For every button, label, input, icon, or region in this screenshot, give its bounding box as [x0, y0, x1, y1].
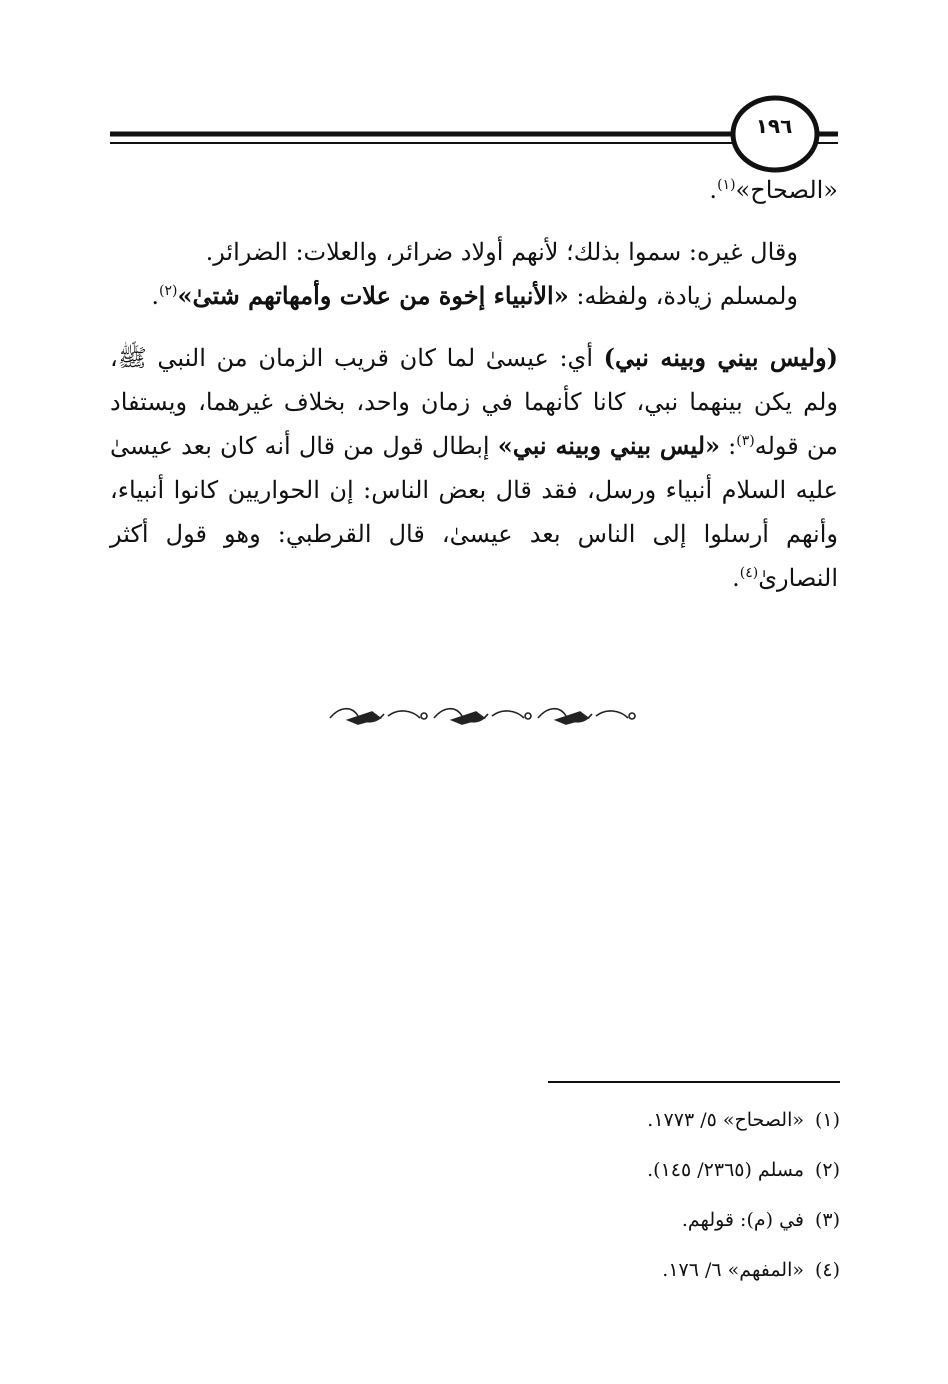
footnote-number: (٤) — [814, 1259, 840, 1281]
main-text — [110, 168, 838, 600]
paragraph-3: (وليس بيني وبينه نبي) أي: عيسىٰ لما كان قريب الزمان من النبي ﷺ، ولم يكن بينهما نبي، كانا كأنهما في زمان واحد، بخلاف غيرهما، ويستفاد من قوله$^{(٣)}$: «ليس بيني وبينه نبي» إبطال قول من قال أنه كان بعد عيسىٰ عليه السلام أنبياء ورسل، فقد قال بعض الناس: إن الحواريين كانوا أنبياء، وأنهم أرسلوا إلى الناس بعد عيسىٰ، قال القرطبي: وهو قول أكثر النصارىٰ$^{(٤)}$. — [110, 343, 838, 592]
footnote-number: (٣) — [814, 1209, 840, 1231]
footnote-item — [300, 1245, 840, 1295]
footnote-ref-2: (٢) — [158, 283, 178, 299]
paragraph-2-prefix: ولمسلم زيادة، ولفظه: — [568, 282, 798, 310]
hadith-lead: (وليس بيني وبينه نبي) — [603, 343, 838, 372]
footnote-number: (١) — [814, 1109, 840, 1131]
hadith-quote-2: «ليس بيني وبينه نبي» — [497, 431, 721, 460]
footnote-item — [300, 1195, 840, 1245]
hadith-quote-1: «الأنبياء إخوة من علات وأمهاتهم شتىٰ» — [177, 281, 569, 310]
text-line-sihah: «الصحاح»$^{(١)}$. — [709, 176, 838, 204]
paragraph-2: ولمسلم زيادة، ولفظه: «الأنبياء إخوة من علات وأمهاتهم شتىٰ»$^{(٢)}$. — [151, 281, 798, 310]
footnote-item — [300, 1145, 840, 1195]
paragraph-1: وقال غيره: سموا بذلك؛ لأنهم أولاد ضرائر، والعلات: الضرائر. — [205, 238, 798, 266]
footnote-ref-1: (١) — [717, 177, 736, 193]
footnote-item — [300, 1095, 840, 1145]
paragraph-3-text-1: أي: عيسىٰ لما كان قريب الزمان من النبي ﷺ، ولم يكن بينهما نبي، كانا كأنهما في زمان واحد، بخلاف غيرهما، ويستفاد من قوله — [110, 344, 838, 460]
quote-sihah: «الصحاح» — [735, 176, 838, 204]
footnotes — [300, 1095, 840, 1295]
footnote-text: مسلم (٢٣٦٥/ ١٤٥). — [647, 1159, 804, 1181]
footnote-separator — [548, 1081, 840, 1083]
footnote-ref-4: (٤) — [739, 565, 759, 581]
page-number: ١٩٦ — [755, 114, 793, 138]
paragraph-3-text-3: إبطال قول من قال أنه كان بعد عيسىٰ عليه السلام أنبياء ورسل، فقد قال بعض الناس: إن الحواريين كانوا أنبياء، وأنهم أرسلوا إلى الناس بعد عيسىٰ، قال القرطبي: وهو قول أكثر النصارىٰ — [110, 432, 838, 592]
footnote-text: «الصحاح» ٥/ ١٧٧٣. — [647, 1109, 804, 1131]
footnote-number: (٢) — [814, 1159, 840, 1181]
footnote-text: في (م): قولهم. — [681, 1209, 804, 1231]
section-divider-ornament — [320, 700, 640, 732]
footnote-ref-3: (٣) — [736, 433, 755, 449]
paragraph-3-text-2: : — [720, 432, 737, 460]
footnote-text: «المفهم» ٦/ ١٧٦. — [662, 1259, 804, 1281]
